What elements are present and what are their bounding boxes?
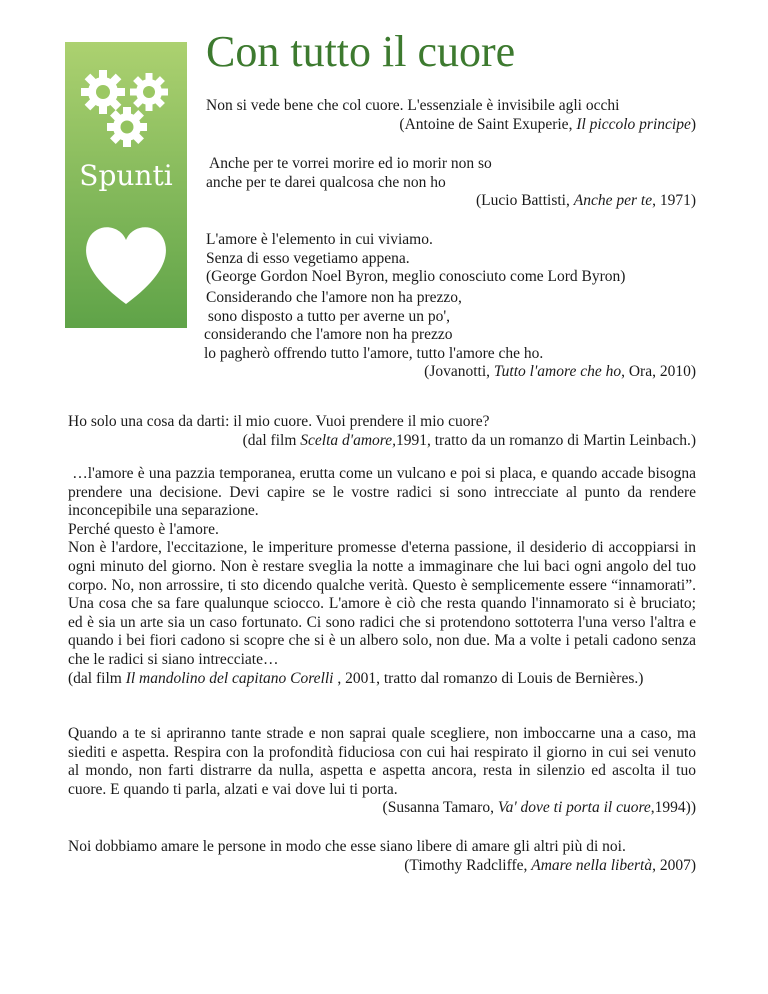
passage-tamaro xyxy=(68,725,696,818)
gear-icon xyxy=(81,70,125,114)
quote-line: sono disposto a tutto per averne un po', xyxy=(204,307,451,325)
passage-attribution: (dal film Il mandolino del capitano Corelli , 2001, tratto dal romanzo di Louis de Bernières.) xyxy=(68,669,644,687)
passage-attribution: (dal film Scelta d'amore,1991, tratto da un romanzo di Martin Leinbach.) xyxy=(242,431,696,449)
passage-text: Quando a te si apriranno tante strade e non saprai quale scegliere, non imboccarne una a caso, ma siediti e aspetta. Respira con la profondità fiduciosa con cui hai respirato il giorno in cui sei venuto al mondo, non farti distrarre da nulla, aspetta e aspetta ancora, resta in silenzio ed ascolta il tuo cuore. E quando ti parla, alzati e vai dove lui ti porta. xyxy=(68,725,696,798)
quote-line: Non si vede bene che col cuore. L'essenziale è invisibile agli occhi xyxy=(206,97,620,114)
quote-line: lo pagherò offrendo tutto l'amore, tutto l'amore che ho. xyxy=(204,344,544,362)
passage-paragraph: …l'amore è una pazzia temporanea, erutta come un vulcano e poi si placa, e quando accade bisogna prendere una decisione. Devi capire se le vostre radici si sono intrecciate al punto da rendere inconcepibile una separazione. xyxy=(68,465,700,520)
quote-saint-exupery xyxy=(206,97,696,134)
quote-attribution: (Lucio Battisti, Anche per te, 1971) xyxy=(476,192,696,209)
quote-jovanotti xyxy=(204,289,696,382)
passage-corelli xyxy=(68,465,700,688)
passage-attribution: (Susanna Tamaro, Va' dove ti porta il cuore,1994)) xyxy=(382,799,696,817)
quote-line: considerando che l'amore non ha prezzo xyxy=(204,326,453,343)
passage-text: Ho solo una cosa da darti: il mio cuore. Vuoi prendere il mio cuore? xyxy=(68,413,490,430)
passage-attribution: (Timothy Radcliffe, Amare nella libertà, 2007) xyxy=(404,856,696,874)
quote-line: (George Gordon Noel Byron, meglio conosciuto come Lord Byron) xyxy=(206,268,626,285)
passage-text: Noi dobbiamo amare le persone in modo che esse siano libere di amare gli altri più di noi. xyxy=(68,838,626,855)
page-title: Con tutto il cuore xyxy=(206,27,516,76)
passage-scelta-damore xyxy=(68,413,696,450)
quote-line: L'amore è l'elemento in cui viviamo. xyxy=(206,231,433,248)
gear-icon xyxy=(130,73,168,111)
quote-battisti xyxy=(206,155,696,211)
passage-paragraph: Perché questo è l'amore. xyxy=(68,520,219,538)
passage-paragraph: Non è l'ardore, l'eccitazione, le imperiture promesse d'eterna passione, il desiderio di accoppiarsi in ogni minuto del giorno. Non è restare sveglia la notte a immaginare che lui baci ogni angolo del tuo corpo. No, non arrossire, ti sto dicendo qualche verità. Questo è semplicemente essere “innamorati”. Una cosa che sa fare qualunque sciocco. L'amore è ciò che resta quando l'innamorato si è bruciato; ed è sia un arte sia un caso fortunato. Ci sono radici che si protendono sottoterra l'una verso l'altra e quando i bei fiori cadono si scopre che si è un albero solo, non due. Ma a volte i petali cadono senza che le radici si siano intrecciate… xyxy=(68,539,696,668)
gear-icon xyxy=(107,107,147,147)
quote-line: anche per te darei qualcosa che non ho xyxy=(206,173,446,191)
banner-label: Spunti xyxy=(79,159,173,192)
quote-byron xyxy=(206,231,696,287)
quote-attribution: (Jovanotti, Tutto l'amore che ho, Ora, 2010) xyxy=(424,363,696,380)
passage-radcliffe xyxy=(68,838,696,875)
quote-attribution: (Antoine de Saint Exuperie, Il piccolo principe) xyxy=(399,115,696,133)
spunti-banner xyxy=(65,42,187,328)
quote-line: Considerando che l'amore non ha prezzo, xyxy=(206,289,462,306)
quote-line: Senza di esso vegetiamo appena. xyxy=(206,249,410,267)
quote-line: Anche per te vorrei morire ed io morir non so xyxy=(206,155,492,172)
